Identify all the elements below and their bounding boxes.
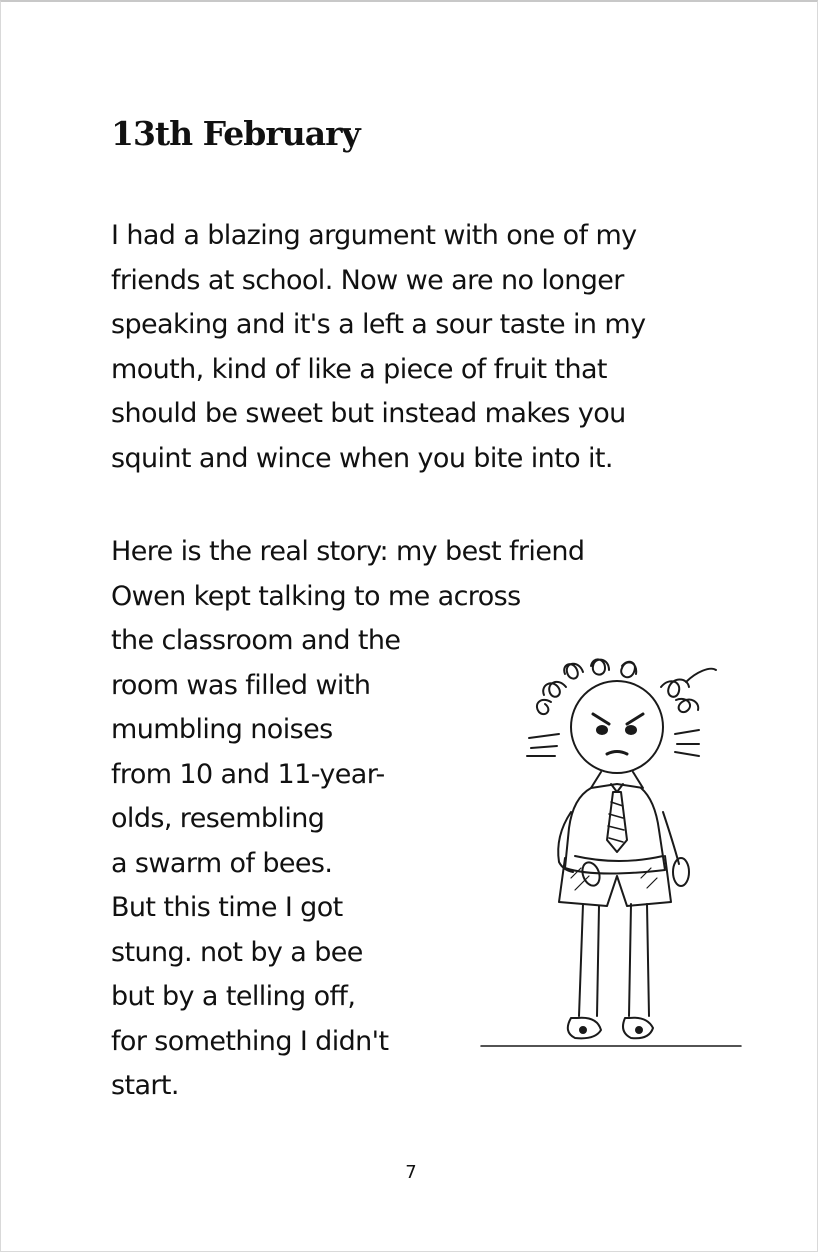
paragraph-1 (111, 214, 645, 481)
page-number: 7 (405, 1162, 417, 1183)
text-line: Owen kept talking to me across (111, 580, 521, 612)
angry-child-drawing-icon (471, 642, 751, 1062)
text-line: a swarm of bees. (111, 847, 333, 879)
text-line: friends at school. Now we are no longer (111, 264, 624, 296)
text-line: start. (111, 1070, 179, 1101)
text-line: squint and wince when you bite into it. (111, 442, 613, 474)
text-line: I had a blazing argument with one of my (111, 220, 637, 251)
text-line: room was filled with (111, 669, 371, 701)
text-line: mumbling noises (111, 714, 333, 745)
text-line: the classroom and the (111, 625, 401, 656)
text-line: from 10 and 11-year- (111, 758, 385, 790)
text-line: stung. not by a bee (111, 936, 363, 968)
text-line: but by a telling off, (111, 981, 356, 1012)
text-line: for something I didn't (111, 1025, 389, 1057)
text-line: But this time I got (111, 892, 343, 923)
text-line: should be sweet but instead makes you (111, 398, 626, 429)
text-line: Here is the real story: my best friend (111, 536, 585, 567)
text-line: olds, resembling (111, 803, 325, 834)
text-line: mouth, kind of like a piece of fruit that (111, 353, 607, 385)
text-line: speaking and it's a left a sour taste in my (111, 309, 646, 340)
page-title: 13th February (111, 114, 360, 153)
